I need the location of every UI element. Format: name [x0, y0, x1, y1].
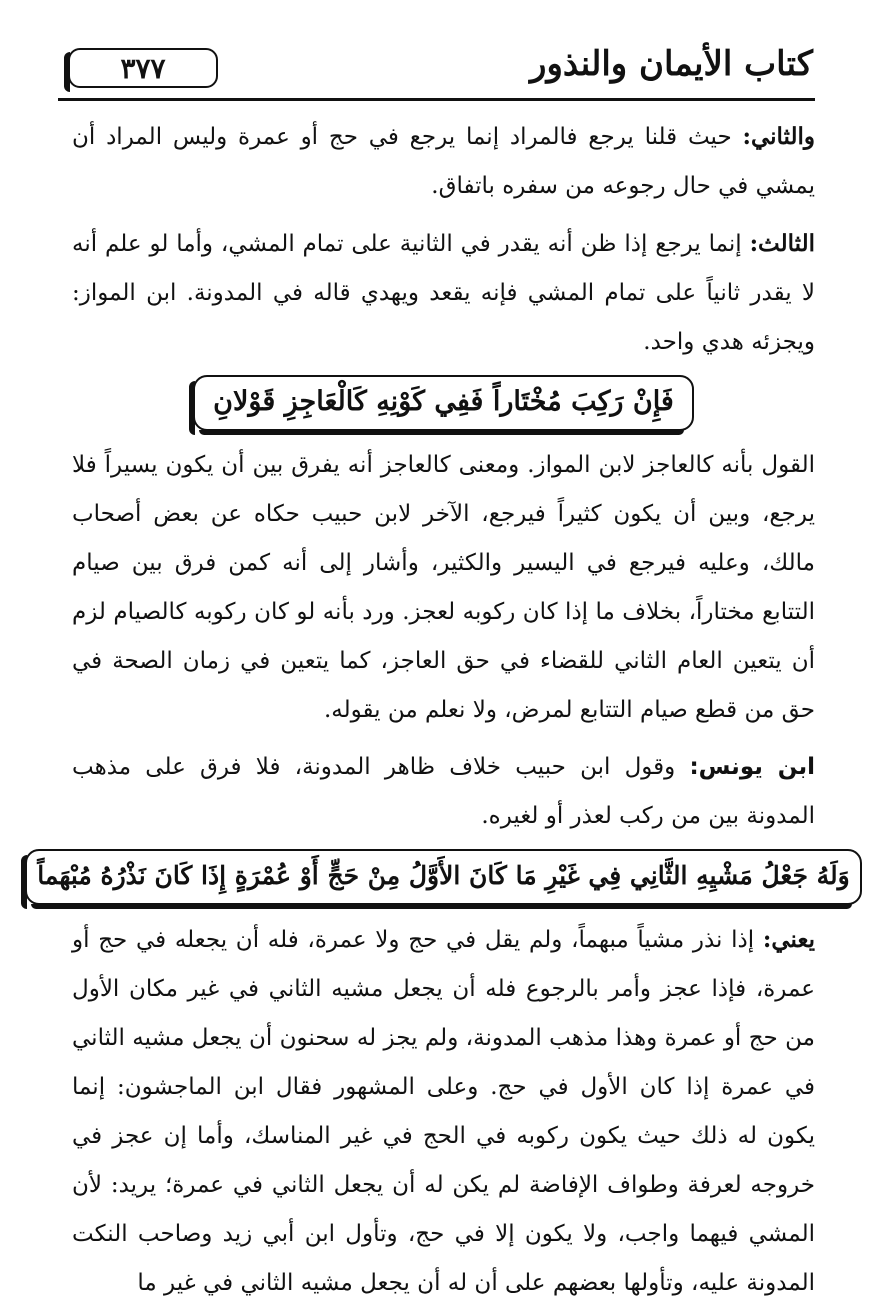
paragraph-lead: الثالث:: [749, 230, 815, 257]
header-divider: [58, 98, 815, 101]
paragraph-second: [72, 112, 815, 211]
matn-text: وَلَهُ جَعْلُ مَشْيِهِ الثَّانِي فِي غَيْرِ مَا كَانَ الأَوَّلُ مِنْ حَجٍّ أَوْ عُمْرَةٍ إِذَا كَانَ نَذْرُهُ مُبْهَماً: [25, 849, 861, 905]
running-title: كتاب الأيمان والنذور: [530, 44, 813, 84]
paragraph-text: إنما يرجع إذا ظن أنه يقدر في الثانية على تمام المشي، وأما لو علم أنه لا يقدر ثانياً على تمام المشي فإنه يقعد ويهدي قاله في المدونة. ابن المواز: ويجزئه هدي واحد.: [72, 231, 815, 355]
paragraph-ibn-yunus: [72, 743, 815, 841]
paragraph-text: القول بأنه كالعاجز لابن المواز. ومعنى كالعاجز أنه يفرق بين أن يكون يسيراً فلا يرجع، وبين أن يكون كثيراً فيرجع، الآخر لابن حبيب حكاه عن بعض أصحاب مالك، وعليه فيرجع في اليسير والكثير، وأشار إلى أنه كمن فرق بين صيام التتابع مختاراً، بخلاف ما إذا كان ركوبه لعجز. ورد بأنه لو كان ركوبه كالصيام لزم أن يتعين العام الثاني للقضاء في حق العاجز، كما يتعين في زمان الصحة في حق من قطع صيام التتابع لمرض، ولا نعلم من يقوله.: [72, 452, 815, 723]
page-number: ٣٧٧: [68, 48, 218, 88]
paragraph-text: وقول ابن حبيب خلاف ظاهر المدونة، فلا فرق على مذهب المدونة بين من ركب لعذر أو لغيره.: [72, 754, 815, 829]
main-text: [37, 112, 850, 1316]
paragraph-lead: ابن يونس:: [689, 754, 815, 780]
paragraph-lead: يعني:: [762, 926, 815, 953]
paragraph-text: إذا نذر مشياً مبهماً، ولم يقل في حج ولا عمرة، فله أن يجعله في حج أو عمرة، فإذا عجز وأمر بالرجوع فله أن يجعل مشيه الثاني في غير مكان الأول من حج أو عمرة وهذا مذهب المدونة، ولم يجز له سحنون أن يجعل مشيه الثاني في عمرة إذا كان الأول في حج. وعلى المشهور فقال ابن الماجشون: إنما يكون له ذلك حيث يكون ركوبه في الحج في غير المناسك، وأما إن عجز في خروجه لعرفة وطواف الإفاضة لم يكن له أن يجعل الثاني في عمرة؛ يريد: لأن المشي فيهما واجب، ولا يكون إلا في حج، وتأول ابن أبي زيد وصاحب النكت المدونة عليه، وتأولها بعضهم على أن له أن يجعل مشيه الثاني في غير ما: [72, 927, 815, 1296]
matn-text: فَإِنْ رَكِبَ مُخْتَاراً فَفِي كَوْنِهِ كَالْعَاجِزِ قَوْلانِ: [193, 375, 694, 431]
page-header: [58, 38, 813, 100]
matn-box-2: [37, 849, 850, 905]
paragraph-text: حيث قلنا يرجع فالمراد إنما يرجع في حج أو عمرة وليس المراد أن يمشي في حال رجوعه من سفره باتفاق.: [72, 124, 815, 199]
matn-box-1: [72, 375, 815, 431]
paragraph-third: [72, 219, 815, 367]
paragraph-yani: [72, 915, 815, 1308]
paragraph-commentary: [72, 441, 815, 735]
paragraph-lead: والثاني:: [742, 123, 815, 150]
